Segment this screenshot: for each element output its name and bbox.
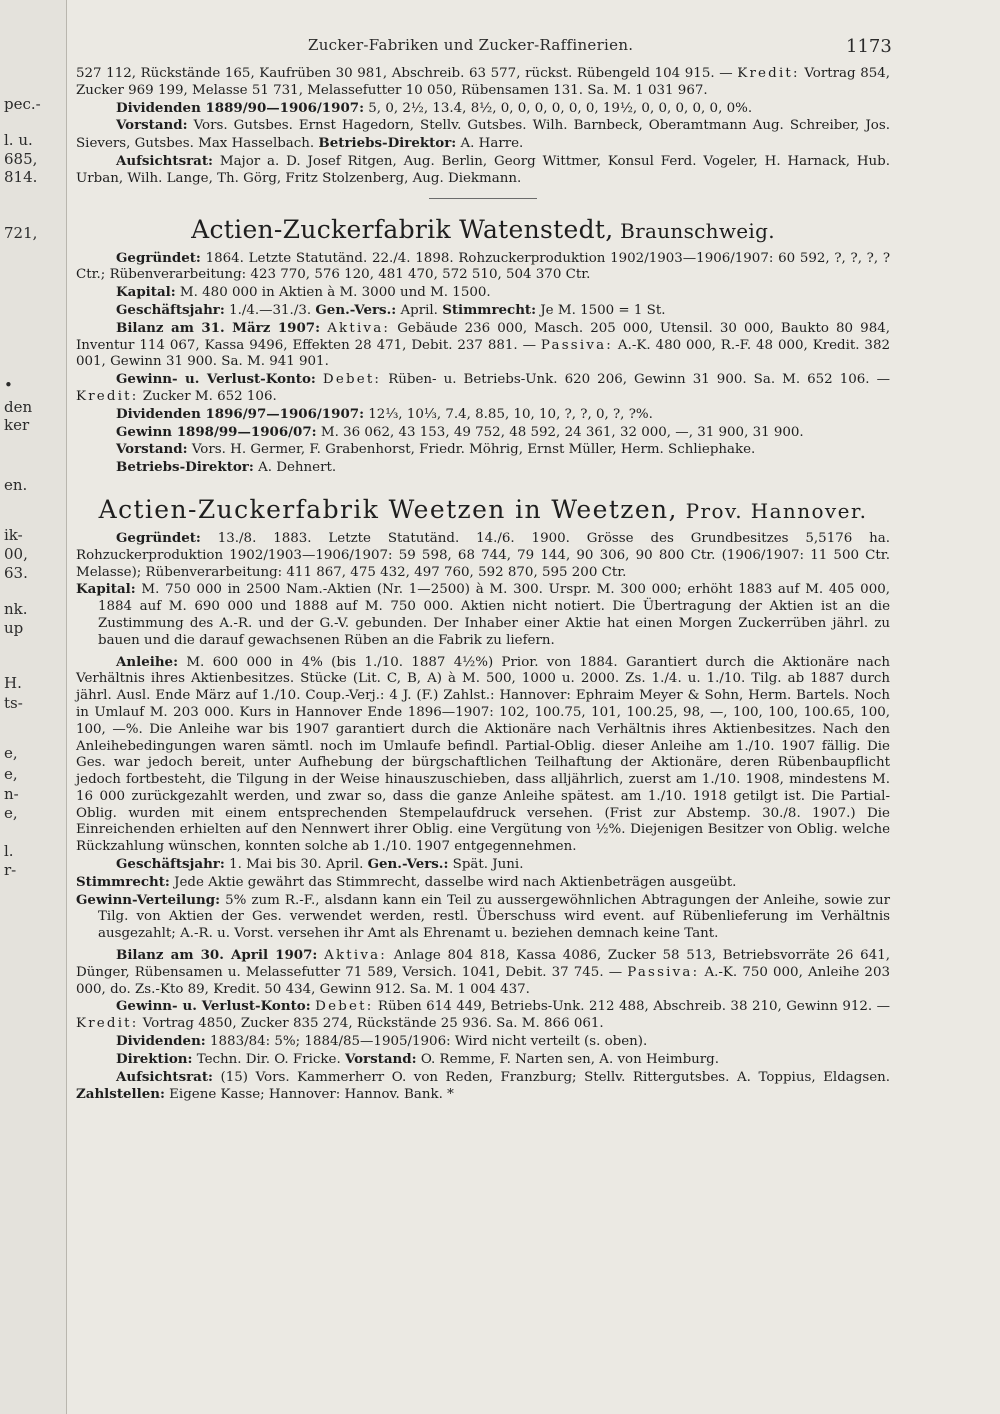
- running-head: Zucker-Fabriken und Zucker-Raffinerien.: [308, 36, 634, 54]
- margin-fragment: 685,: [4, 150, 38, 168]
- zahlstellen-label: Zahlstellen:: [76, 1086, 165, 1103]
- dividenden-entry: Dividenden: 1883/84: 5%; 1884/85—1905/1906: Wird nicht verteilt (s. oben).: [116, 1033, 648, 1050]
- stimmrecht-label: Stimmrecht:: [442, 301, 537, 318]
- company-title: Actien-Zuckerfabrik Watenstedt, Braunschweig.: [191, 214, 775, 244]
- bilanz-entry: Bilanz am 31. März 1907: Aktiva: Gebäude 236 000, Masch. 205 000, Utensil. 30 000, Baukto 80 984, Inventur 114 067, Kassa 9496, Effekten 28 471, Debit. 237 881. — Passiva: A.-K. 480 000, R.-F. 48 000, Kredit. 382 001, Gewinn 31 900. Sa. M. 941 901.: [76, 319, 890, 370]
- vorstand-entry: Vorstand: Vors. Gutsbes. Ernst Hagedorn, Stellv. Gutsbes. Wilh. Barnbeck, Oberamtmann Aug. Schreiber, Jos. Sievers, Gutsbes. Max Hasselbach. Betriebs-Direktor: A. Harre.: [76, 117, 890, 152]
- carryover-text: 527 112, Rückstände 165, Kaufrüben 30 981, Abschreib. 63 577, rückst. Rübengeld 104 915. — Kredit: Vortrag 854, Zucker 969 199, Melasse 51 731, Melassefutter 10 050, Rübensamen 131. Sa. M. 1 031 967.: [76, 66, 891, 98]
- bilanz-entry: Bilanz am 30. April 1907: Aktiva: Anlage 804 818, Kassa 4086, Zucker 58 513, Betriebsvorräte 26 641, Dünger, Rübensamen u. Melassefutter 71 589, Versich. 1041, Debit. 37 745. — Passiva: A.-K. 750 000, Anleihe 203 000, do. Zs.-Kto 89, Kredit. 50 434, Gewinn 912. Sa. M. 1 004 437.: [76, 947, 890, 997]
- kapital-entry: Kapital: M. 480 000 in Aktien à M. 3000 und M. 1500.: [116, 284, 491, 301]
- gegruendet-label: Gegründet:: [116, 249, 201, 266]
- guv-entry: Gewinn- u. Verlust-Konto: Debet: Rüben- u. Betriebs-Unk. 620 206, Gewinn 31 900. Sa. M. 652 106. — Kredit: Zucker M. 652 106.: [76, 371, 891, 404]
- gewinn-label: Gewinn 1898/99—1906/07:: [116, 423, 317, 440]
- gegruendet-entry: Gegründet: 13./8. 1883. Letzte Statutänd. 14./6. 1900. Grösse des Grundbesitzes 5,5176 ha. Rohzuckerproduktion 1902/1903—1906/1907: 59 598, 68 744, 79 144, 90 306, 90 800 Ctr. (1906/1907: 11 500 Ctr. Melasse); Rübenverarbeitung: 411 867, 475 432, 497 760, 592 870, 595 200 Ctr.: [76, 529, 890, 580]
- bilanz-label: Bilanz am 31. März 1907:: [116, 319, 321, 336]
- margin-fragment: ik-: [4, 526, 23, 544]
- guv-label: Gewinn- u. Verlust-Konto:: [116, 998, 311, 1015]
- margin-fragment: 00,: [4, 545, 28, 563]
- vorstand-label: Vorstand:: [116, 441, 188, 458]
- genvers-label: Gen.-Vers.:: [367, 856, 449, 873]
- margin-fragment: den: [4, 398, 33, 416]
- gegruendet-label: Gegründet:: [116, 529, 201, 546]
- gewinn-verteilung-label: Gewinn-Verteilung:: [76, 891, 221, 908]
- page-number: 1173: [846, 36, 892, 57]
- section-divider: [429, 198, 537, 199]
- margin-fragment: e,: [4, 765, 18, 783]
- aufsichtsrat-entry: Aufsichtsrat: Major a. D. Josef Ritgen, Aug. Berlin, Georg Wittmer, Konsul Ferd. Vogeler, H. Harnack, Hub. Urban, Wilh. Lange, Th. Görg, Fritz Stolzenberg, Aug. Diekmann.: [76, 152, 890, 186]
- debet-label: Debet:: [322, 372, 382, 388]
- entry-watenstedt: [76, 215, 890, 477]
- margin-fragment: up: [4, 619, 24, 637]
- dividenden-label: Dividenden:: [116, 1033, 206, 1050]
- dividenden-label: Dividenden 1896/97—1906/1907:: [116, 405, 365, 422]
- direktion-label: Direktion:: [116, 1050, 193, 1067]
- margin-fragment: e,: [4, 804, 18, 822]
- margin-fragment: 814.: [4, 168, 38, 186]
- aktiva-label: Aktiva:: [324, 948, 388, 964]
- kredit-label: Kredit:: [76, 1016, 139, 1032]
- margin-fragment: r-: [4, 861, 17, 879]
- guv-entry: Gewinn- u. Verlust-Konto: Debet: Rüben 614 449, Betriebs-Unk. 212 488, Abschreib. 38 210, Gewinn 912. — Kredit: Vortrag 4850, Zucker 835 274, Rückstände 25 936. Sa. M. 866 061.: [76, 998, 890, 1032]
- geschaeftsjahr-label: Geschäftsjahr:: [116, 856, 225, 873]
- kapital-entry: Kapital: M. 750 000 in 2500 Nam.-Aktien (Nr. 1—2500) à M. 300. Urspr. M. 300 000; erhöht 1883 auf M. 405 000, 1884 auf M. 690 000 und 1888 auf M. 750 000. Aktien nicht notiert. Die Übertragung der Aktien ist an die Zustimmung des A.-R. und der G.-V. gebunden. Der Inhaber einer Aktie hat einen Morgen Zuckerrüben jährl. zu bauen und die darauf gewachsenen Rüben an die Fabrik zu liefern.: [76, 581, 890, 648]
- margin-fragment: ts-: [4, 694, 23, 712]
- passiva-label: Passiva:: [540, 337, 613, 353]
- vorstand-label: Vorstand:: [116, 117, 188, 134]
- betriebs-direktor-entry: Betriebs-Direktor: A. Dehnert.: [116, 459, 337, 476]
- margin-fragment: nk.: [4, 600, 28, 618]
- anleihe-entry: Anleihe: M. 600 000 in 4% (bis 1./10. 1887 4½%) Prior. von 1884. Garantiert durch die Aktionäre nach Verhältnis ihres Aktienbesitzes. Stücke (Lit. C, B, A) à M. 500, 1000 u. 2000. Zs. 1./4. u. 1./10. Tilg. ab 1887 durch jährl. Ausl. Ende März auf 1./10. Coup.-Verj.: 4 J. (F.) Zahlst.: Hannover: Ephraim Meyer & Sohn, Herm. Bartels. Noch in Umlauf M. 203 000. Kurs in Hannover Ende 1896—1907: 102, 100.75, 101, 100.25, 98, —, 100, 100, 100.65, 100, 100, —%. Die Anleihe war bis 1907 garantiert durch die Aktionäre nach Verhältnis ihres Aktienbesitzes. Nach den Anleihebedingungen waren sämtl. noch im Umlaufe befindl. Partial-Oblig. dieser Anleihe am 1./10. 1907 fällig. Die Ges. war jedoch bereit, unter Aufhebung der bürgschaftlichen Teilhaftung der Aktionäre, deren Rübenbaupflicht jedoch fortbesteht, die Tilgung in der Weise hinauszuschieben, dass alljährlich, zuerst am 1./10. 1908, mindestens M. 16 000 zurückgezahlt werden, und zwar so, dass die ganze Anleihe spätest. am 1./10. 1918 getilgt ist. Die Partial-Oblig. wurden mit einem entsprechenden Stempelaufdruck versehen. (Frist zur Abstemp. 30./8. 1907.) Die Einreichenden erhielten auf den Nennwert ihrer Oblig. eine Vergütung von ½%. Diejenigen Besitzer von Oblig. welche Rückzahlung wünschen, konnten solche ab 1./10. 1907 entgegennehmen.: [76, 653, 890, 855]
- aufsichtsrat-label: Aufsichtsrat:: [116, 152, 213, 169]
- gewinn-entry: Gewinn 1898/99—1906/07: M. 36 062, 43 153, 49 752, 48 592, 24 361, 32 000, —, 31 900, 31 900.: [116, 423, 804, 440]
- dividenden-entry: Dividenden 1889/90—1906/1907: 5, 0, 2½, 13.4, 8½, 0, 0, 0, 0, 0, 0, 19½, 0, 0, 0, 0, 0, 0%.: [116, 99, 753, 116]
- left-margin-adjacent-page: [0, 0, 67, 1414]
- geschaeftsjahr-entry: Geschäftsjahr: 1. Mai bis 30. April. Gen.-Vers.: Spät. Juni.: [116, 856, 524, 873]
- aufsichtsrat-entry: Aufsichtsrat: (15) Vors. Kammerherr O. von Reden, Franzburg; Stellv. Rittergutsbes. A. Toppius, Eldagsen. Zahlstellen: Eigene Kasse; Hannover: Hannov. Bank. *: [76, 1068, 890, 1103]
- aktiva-label: Aktiva:: [327, 320, 391, 336]
- stimmrecht-label: Stimmrecht:: [76, 873, 170, 890]
- guv-label: Gewinn- u. Verlust-Konto:: [116, 371, 316, 388]
- kapital-label: Kapital:: [116, 284, 176, 301]
- margin-fragment: 63.: [4, 564, 28, 582]
- margin-fragment: n-: [4, 785, 19, 803]
- direktion-entry: Direktion: Techn. Dir. O. Fricke. Vorstand: O. Remme, F. Narten sen, A. von Heimburg.: [116, 1050, 720, 1067]
- stimmrecht-entry: Stimmrecht: Jede Aktie gewährt das Stimmrecht, dasselbe wird nach Aktienbeträgen ausgeübt.: [76, 873, 737, 890]
- passiva-label: Passiva:: [627, 964, 700, 980]
- previous-entry-continuation: [76, 66, 890, 188]
- gewinn-verteilung-entry: Gewinn-Verteilung: 5% zum R.-F., alsdann kann ein Teil zu aussergewöhnlichen Abtragungen der Anleihe, sowie zur Tilg. von Aktien der Ges. verwendet werden, restl. Überschuss wird event. auf Rübenlieferung im Verhältnis ausgezahlt; A.-R. u. Vorst. versehen ihr Amt als Ehrenamt u. beziehen demnach keine Tant.: [76, 891, 890, 942]
- dividenden-label: Dividenden 1889/90—1906/1907:: [116, 99, 365, 116]
- kredit-label: Kredit:: [76, 388, 139, 404]
- entry-weetzen: [76, 495, 890, 1104]
- margin-fragment: l. u.: [4, 131, 33, 149]
- margin-fragment: l.: [4, 842, 14, 860]
- company-title: Actien-Zuckerfabrik Weetzen in Weetzen, Prov. Hannover.: [98, 494, 868, 524]
- kredit-label: Kredit:: [737, 66, 800, 81]
- margin-fragment: e,: [4, 744, 18, 762]
- margin-fragment: pec.-: [4, 95, 41, 113]
- geschaeftsjahr-entry: Geschäftsjahr: 1./4.—31./3. Gen.-Vers.: April. Stimmrecht: Je M. 1500 = 1 St.: [116, 301, 666, 318]
- gegruendet-entry: Gegründet: 1864. Letzte Statutänd. 22./4. 1898. Rohzuckerproduktion 1902/1903—1906/1907: 60 592, ?, ?, ?, ? Ctr.; Rübenverarbeitung: 423 770, 576 120, 481 470, 572 510, 504 370 Ctr.: [76, 249, 890, 283]
- kapital-label: Kapital:: [76, 581, 136, 598]
- margin-fragment: H.: [4, 674, 22, 692]
- betriebs-direktor-label: Betriebs-Direktor:: [116, 459, 254, 476]
- geschaeftsjahr-label: Geschäftsjahr:: [116, 301, 225, 318]
- page-body: [76, 66, 890, 1104]
- vorstand-label: Vorstand:: [344, 1050, 417, 1067]
- genvers-label: Gen.-Vers.:: [315, 301, 397, 318]
- margin-fragment: 721,: [4, 224, 38, 242]
- aufsichtsrat-label: Aufsichtsrat:: [116, 1068, 213, 1085]
- dividenden-entry: Dividenden 1896/97—1906/1907: 12⅓, 10⅓, 7.4, 8.85, 10, 10, ?, ?, 0, ?, ?%.: [116, 405, 653, 422]
- bilanz-label: Bilanz am 30. April 1907:: [116, 947, 318, 964]
- margin-fragment: ker: [4, 416, 30, 434]
- anleihe-label: Anleihe:: [116, 653, 179, 670]
- margin-fragment: •: [4, 376, 13, 394]
- betriebs-direktor-label: Betriebs-Direktor:: [318, 135, 457, 152]
- debet-label: Debet:: [315, 999, 374, 1015]
- margin-fragment: en.: [4, 476, 28, 494]
- vorstand-entry: Vorstand: Vors. H. Germer, F. Grabenhorst, Friedr. Möhrig, Ernst Müller, Herm. Schliephake.: [116, 441, 756, 458]
